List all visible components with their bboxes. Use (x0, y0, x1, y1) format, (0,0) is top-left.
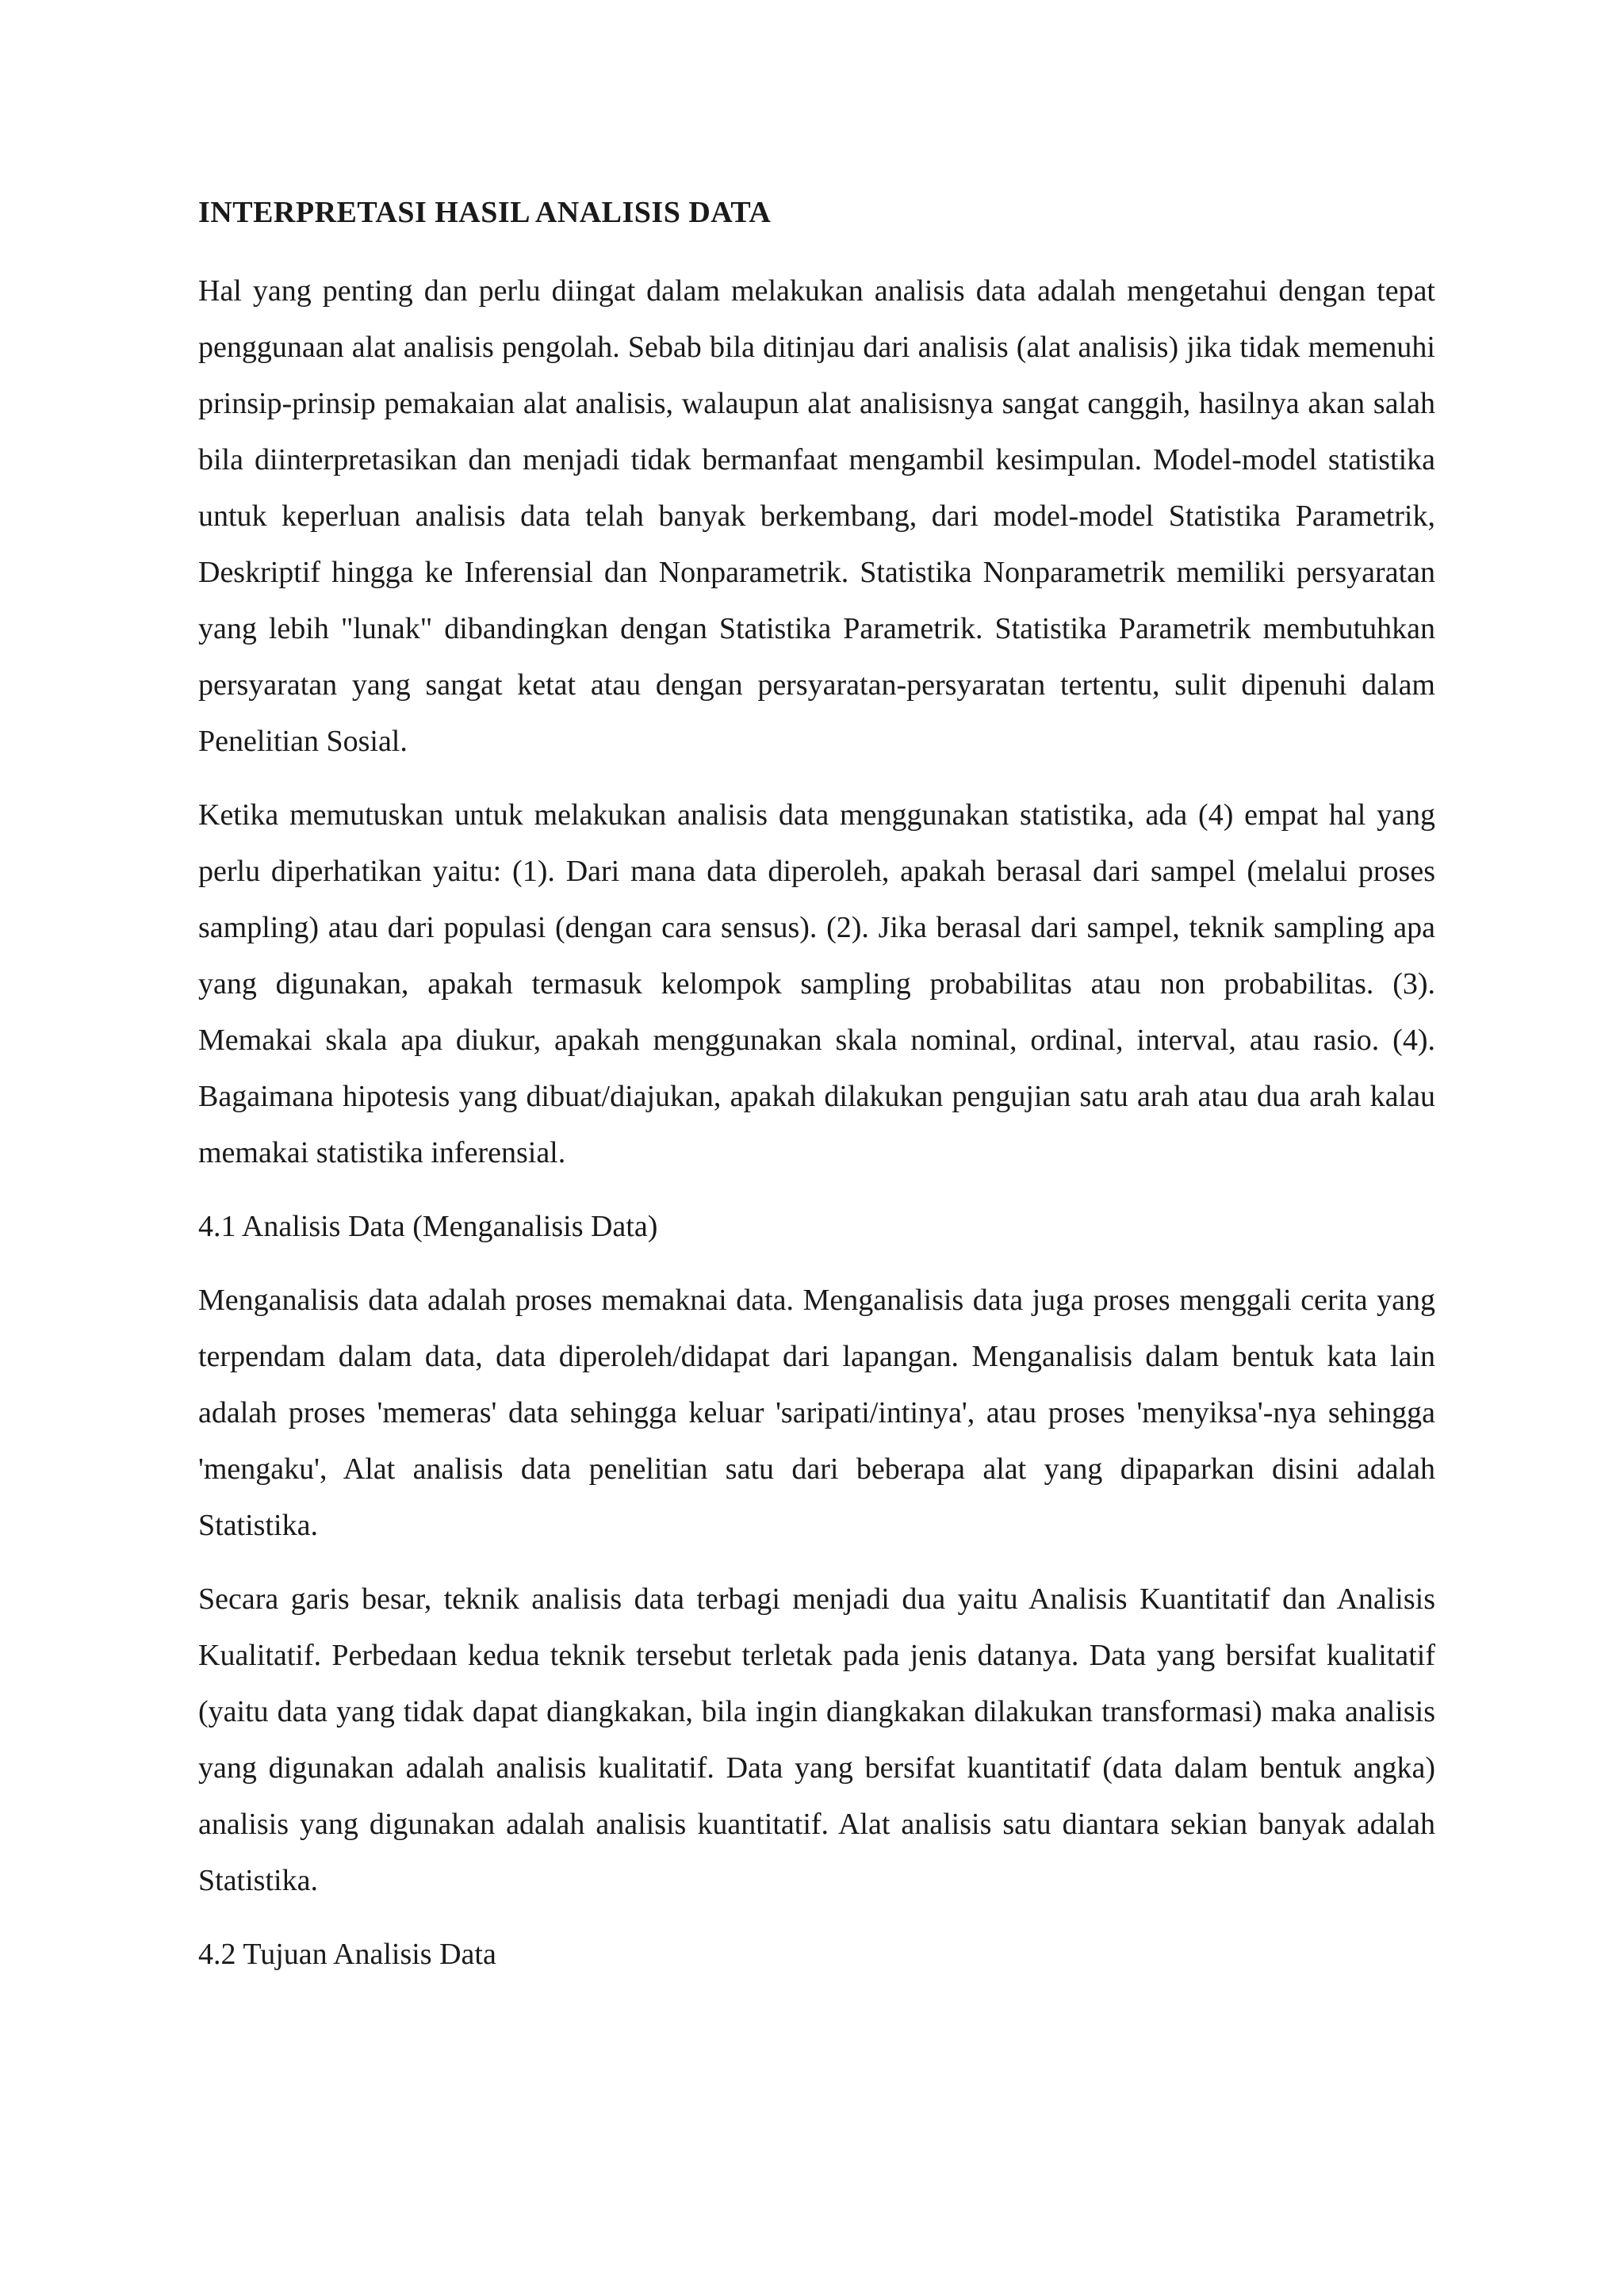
section-heading-4-2: 4.2 Tujuan Analisis Data (198, 1938, 496, 1971)
paragraph-intro: Hal yang penting dan perlu diingat dalam melakukan analisis data adalah mengetahui dengan tepat penggunaan alat analisis pengolah. Sebab bila ditinjau dari analisis (alat analisis) jika tidak memenuhi prinsip-prinsip pemakaian alat analisis, walaupun alat analisisnya sangat canggih, hasilnya akan salah bila diinterpretasikan dan menjadi tidak bermanfaat mengambil kesimpulan. Model-model statistika untuk keperluan analisis data telah banyak berkembang, dari model-model Statistika Parametrik, Deskriptif hingga ke Inferensial dan Nonparametrik. Statistika Nonparametrik memiliki persyaratan yang lebih "lunak" dibandingkan dengan Statistika Parametrik. Statistika Parametrik membutuhkan persyaratan yang sangat ketat atau dengan persyaratan-persyaratan tertentu, sulit dipenuhi dalam Penelitian Sosial. (198, 274, 1435, 758)
paragraph-considerations: Ketika memutuskan untuk melakukan analisis data menggunakan statistika, ada (4) empat hal yang perlu diperhatikan yaitu: (1). Dari mana data diperoleh, apakah berasal dari sampel (melalui proses sampling) atau dari populasi (dengan cara sensus). (2). Jika berasal dari sampel, teknik sampling apa yang digunakan, apakah termasuk kelompok sampling probabilitas atau non probabilitas. (3). Memakai skala apa diukur, apakah menggunakan skala nominal, ordinal, interval, atau rasio. (4). Bagaimana hipotesis yang dibuat/diajukan, apakah dilakukan pengujian satu arah atau dua arah kalau memakai statistika inferensial. (198, 798, 1435, 1169)
paragraph-analisis-data: Menganalisis data adalah proses memaknai data. Menganalisis data juga proses menggali cerita yang terpendam dalam data, data diperoleh/didapat dari lapangan. Menganalisis dalam bentuk kata lain adalah proses 'memeras' data sehingga keluar 'saripati/intinya', atau proses 'menyiksa'-nya sehingga 'mengaku', Alat analisis data penelitian satu dari beberapa alat yang dipaparkan disini adalah Statistika. (198, 1284, 1435, 1542)
paragraph-teknik-analisis: Secara garis besar, teknik analisis data terbagi menjadi dua yaitu Analisis Kuantitatif dan Analisis Kualitatif. Perbedaan kedua teknik tersebut terletak pada jenis datanya. Data yang bersifat kualitatif (yaitu data yang tidak dapat diangkakan, bila ingin diangkakan dilakukan transformasi) maka analisis yang digunakan adalah analisis kualitatif. Data yang bersifat kuantitatif (data dalam bentuk angka) analisis yang digunakan adalah analisis kuantitatif. Alat analisis satu diantara sekian banyak adalah Statistika. (198, 1582, 1435, 1897)
document-body (198, 190, 1435, 2000)
document-title: INTERPRETASI HASIL ANALISIS DATA (198, 196, 772, 229)
section-heading-4-1: 4.1 Analisis Data (Menganalisis Data) (198, 1210, 658, 1243)
